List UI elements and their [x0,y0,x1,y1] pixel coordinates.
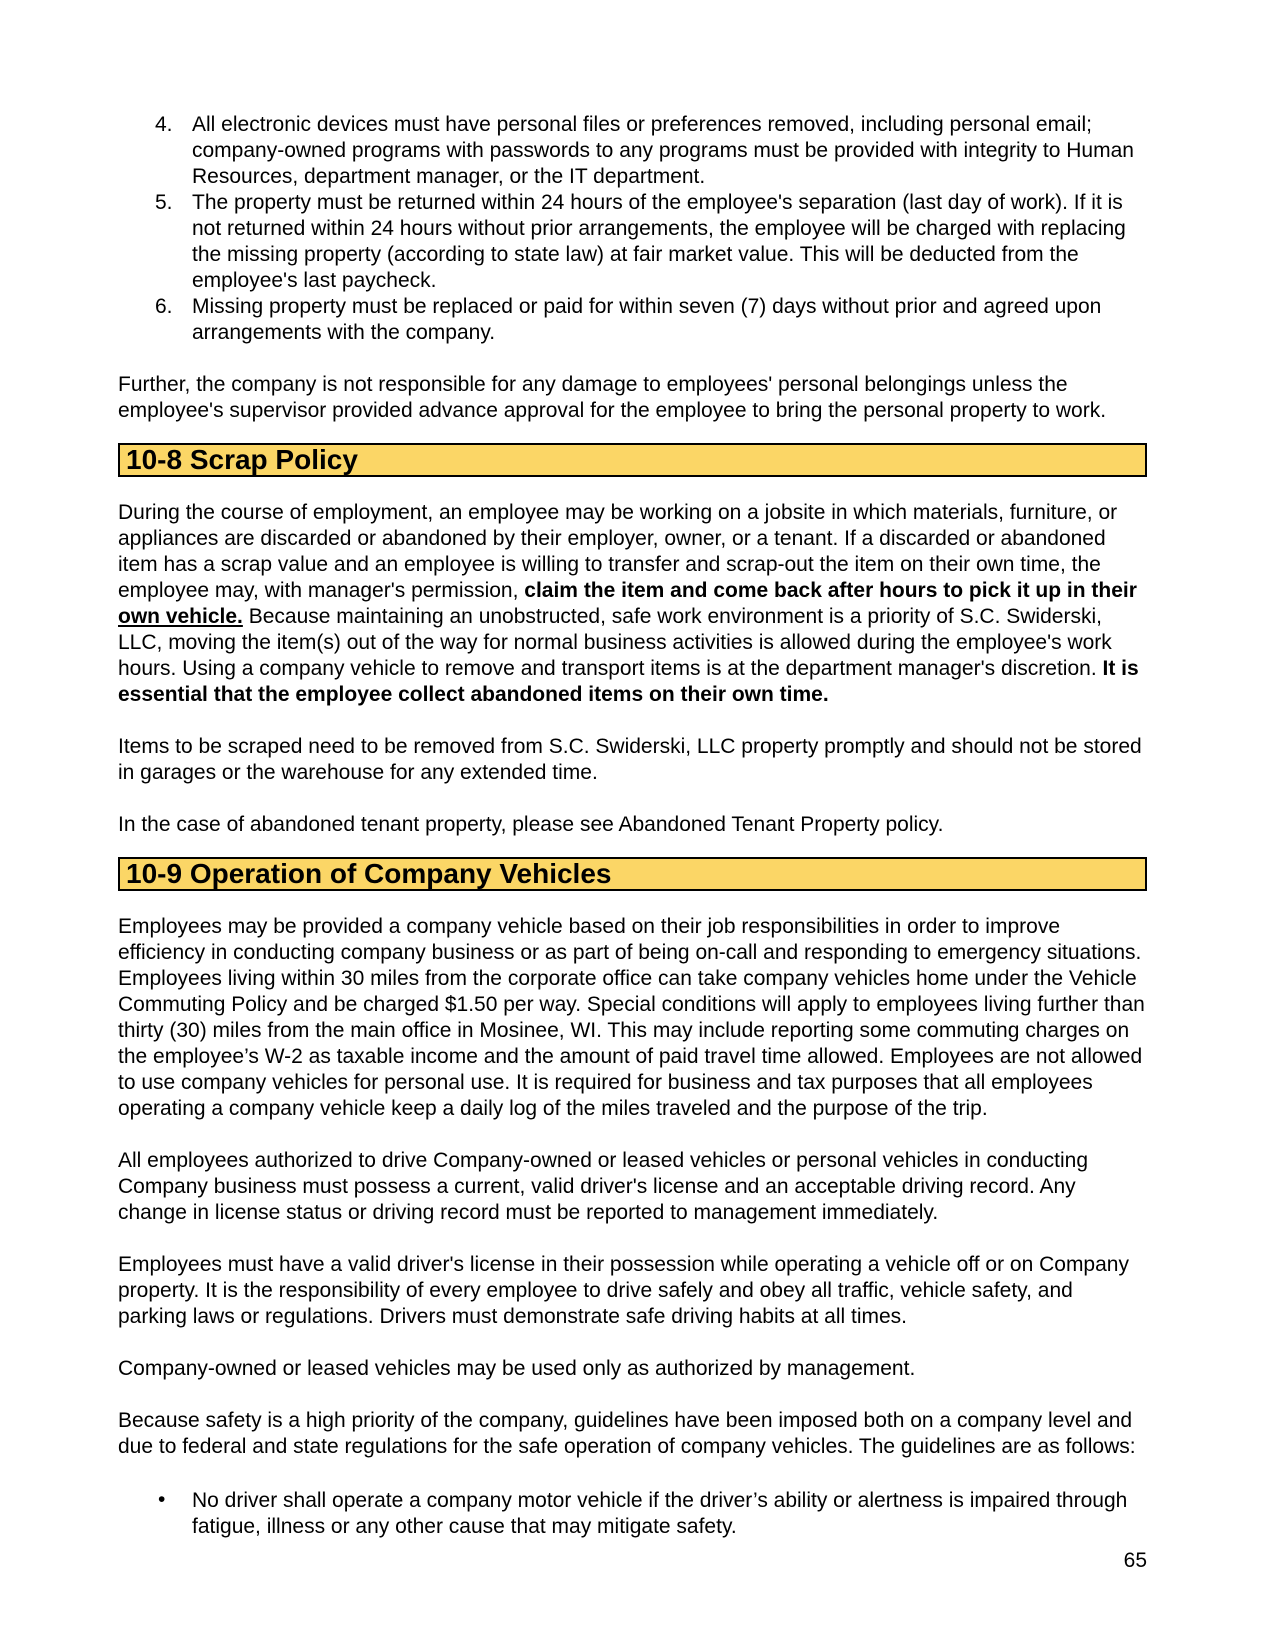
list-item [118,190,1147,294]
list-item-text: The property must be returned within 24 hours of the employee's separation (last day of work). If it is not returned within 24 hours without prior arrangements, the employee will be charged with replacing the missing property (according to state law) at fair market value. This will be deducted from the employee's last paycheck. [192,191,1126,292]
company-vehicles-paragraph-2: All employees authorized to drive Company-owned or leased vehicles or personal vehicles in conducting Company business must possess a current, valid driver's license and an acceptable driving record. Any change in license status or driving record must be reported to management immediately. [118,1149,1089,1224]
list-item-text: All electronic devices must have personal files or preferences removed, including personal email; company-owned programs with passwords to any programs must be provided with integrity to Human Resources, department manager, or the IT department. [192,113,1134,188]
guidelines-bullet-list [118,1488,1147,1540]
numbered-list [118,112,1147,346]
list-item-number: 4. [155,113,173,136]
company-vehicles-paragraph-3: Employees must have a valid driver's license in their possession while operating a vehicle off or on Company property. It is the responsibility of every employee to drive safely and obey all traffic, vehicle safety, and parking laws or regulations. Drivers must demonstrate safe driving habits at all times. [118,1253,1129,1328]
section-title: 10-8 Scrap Policy [126,445,358,475]
section-header-scrap-policy [118,443,1147,477]
scrap-policy-paragraph-3: In the case of abandoned tenant property, please see Abandoned Tenant Property policy. [118,813,944,836]
scrap-policy-paragraph-1: During the course of employment, an employee may be working on a jobsite in which materials, furniture, or appliances are discarded or abandoned by their employer, owner, or a tenant. If a discarded or abandoned item has a scrap value and an employee is willing to transfer and scrap-out the item on their own time, the employee may, with manager's permission, claim the item and come back after hours to pick it up in their own vehicle. Because maintaining an unobstructed, safe work environment is a priority of S.C. Swiderski, LLC, moving the item(s) out of the way for normal business activities is allowed during the employee's work hours. Using a company vehicle to remove and transport items is at the department manager's discretion. It is essential that the employee collect abandoned items on their own time. [118,501,1139,706]
guideline-text: No driver shall operate a company motor vehicle if the driver’s ability or alertness is impaired through fatigue, illness or any other cause that may mitigate safety. [192,1489,1128,1538]
bullet-marker: • [158,1488,166,1511]
company-vehicles-paragraph-4: Company-owned or leased vehicles may be used only as authorized by management. [118,1357,916,1380]
section-title: 10-9 Operation of Company Vehicles [126,859,612,889]
scrap-policy-paragraph-2: Items to be scraped need to be removed from S.C. Swiderski, LLC property promptly and should not be stored in garages or the warehouse for any extended time. [118,735,1142,784]
further-paragraph: Further, the company is not responsible for any damage to employees' personal belongings unless the employee's supervisor provided advance approval for the employee to bring the personal property to work. [118,373,1107,422]
list-item [118,1488,1147,1540]
list-item-number: 6. [155,295,173,318]
list-item [118,294,1147,346]
page-number: 65 [1123,1549,1147,1572]
list-item-number: 5. [155,191,173,214]
section-header-company-vehicles [118,857,1147,891]
list-item [118,112,1147,190]
company-vehicles-paragraph-5: Because safety is a high priority of the company, guidelines have been imposed both on a company level and due to federal and state regulations for the safe operation of company vehicles. The guidelines are as follows: [118,1409,1136,1458]
company-vehicles-paragraph-1: Employees may be provided a company vehicle based on their job responsibilities in order to improve efficiency in conducting company business or as part of being on-call and responding to emergency situations. Employees living within 30 miles from the corporate office can take company vehicles home under the Vehicle Commuting Policy and be charged $1.50 per way. Special conditions will apply to employees living further than thirty (30) miles from the main office in Mosinee, WI. This may include reporting some commuting charges on the employee’s W-2 as taxable income and the amount of paid travel time allowed. Employees are not allowed to use company vehicles for personal use. It is required for business and tax purposes that all employees operating a company vehicle keep a daily log of the miles traveled and the purpose of the trip. [118,915,1145,1120]
list-item-text: Missing property must be replaced or paid for within seven (7) days without prior and agreed upon arrangements with the company. [192,295,1102,344]
